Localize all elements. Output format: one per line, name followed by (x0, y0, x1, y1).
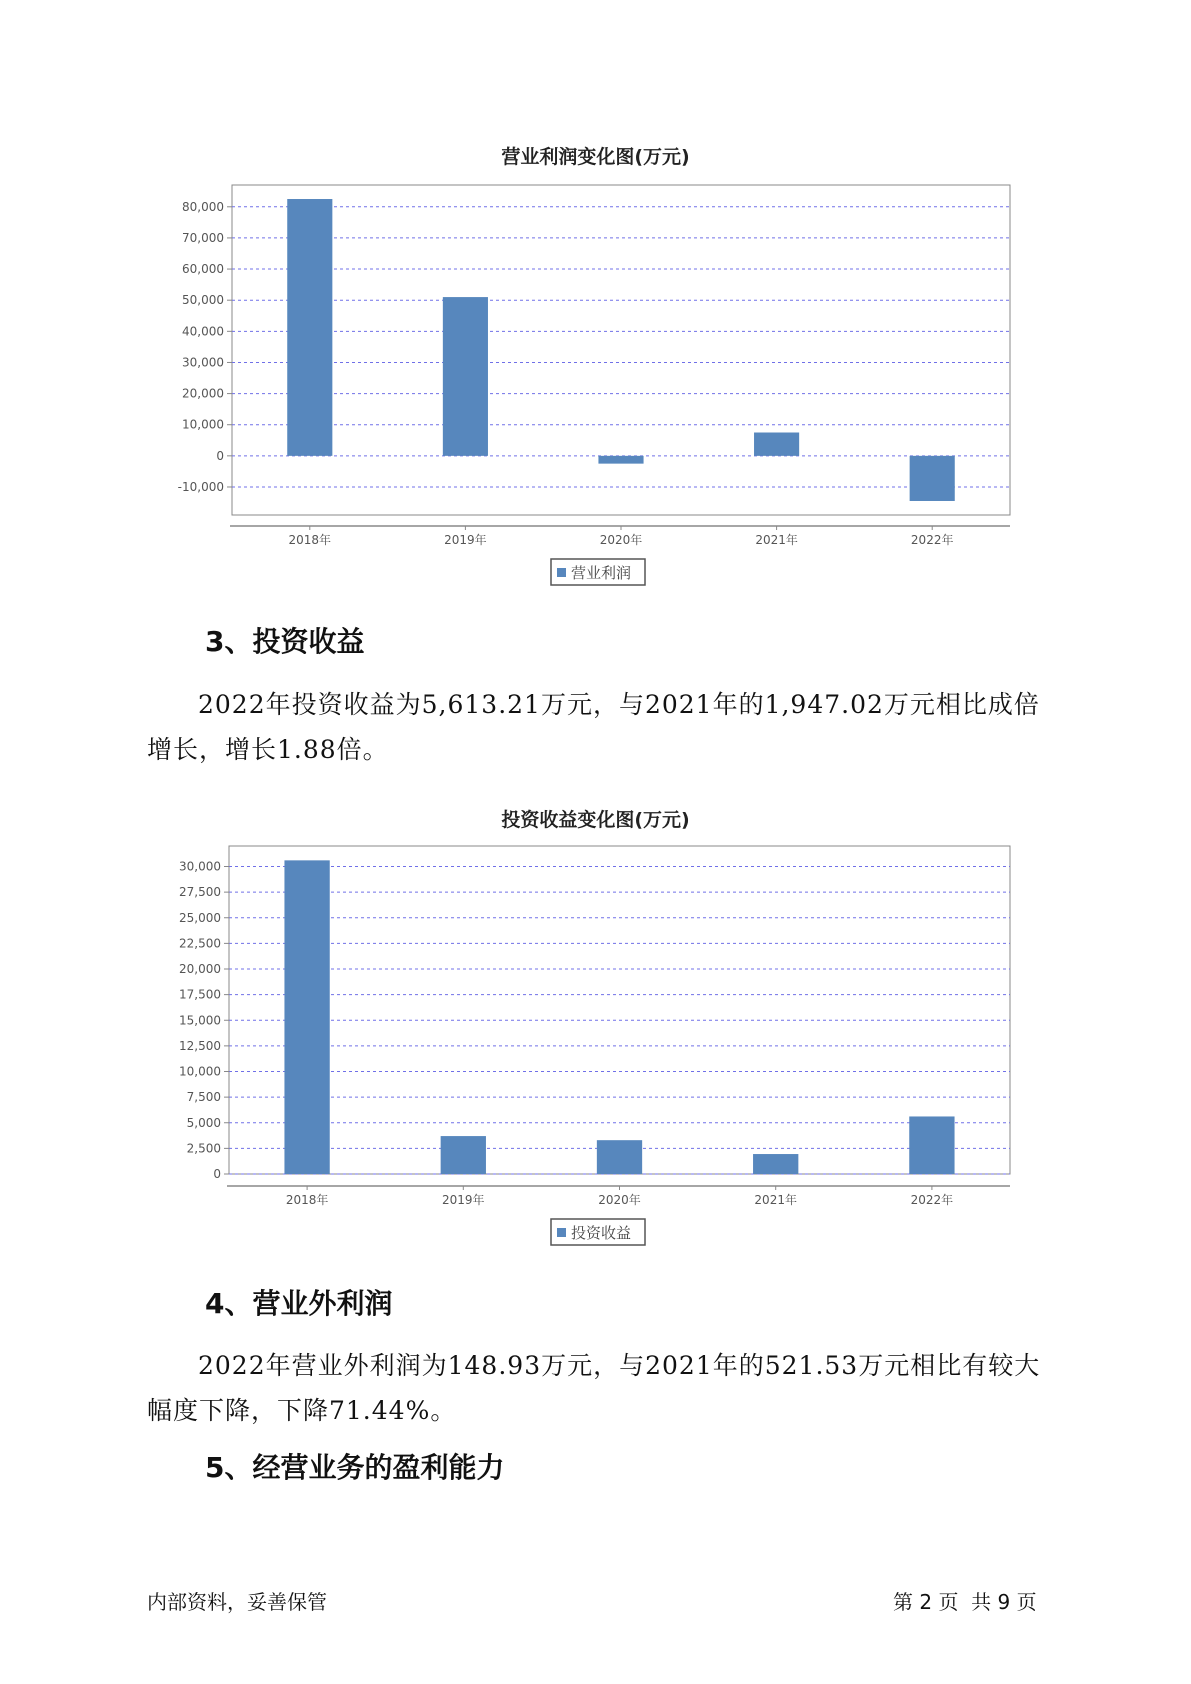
x-tick-label: 2020年 (599, 533, 643, 547)
y-tick-label: 17,500 (179, 987, 221, 1002)
x-tick-label: 2019年 (444, 533, 487, 547)
section-3-line-2: 增长，增长1.88倍。 (147, 735, 389, 764)
x-tick-label: 2022年 (910, 533, 954, 547)
footer-confidential-note: 内部资料，妥善保管 (147, 1590, 327, 1614)
section-4-line-2: 幅度下降，下降71.44%。 (147, 1396, 457, 1425)
y-tick-label: 12,500 (179, 1038, 221, 1053)
y-tick-label: 20,000 (179, 962, 221, 976)
section-3-line-1: 2022年投资收益为5,613.21万元，与2021年的1,947.02万元相比成倍 (198, 690, 1040, 719)
section-3-heading: 3、投资收益 (205, 625, 365, 658)
bar-2018年 (284, 860, 329, 1174)
x-tick-label: 2020年 (598, 1193, 641, 1207)
section-4-line-1: 2022年营业外利润为148.93万元，与2021年的521.53万元相比有较大 (198, 1351, 1041, 1380)
bar-2020年 (597, 1140, 642, 1174)
legend-swatch (557, 1228, 566, 1237)
plot-area (229, 846, 1010, 1174)
bar-2022年 (909, 1116, 954, 1174)
section-4-heading: 4、营业外利润 (205, 1287, 393, 1320)
x-tick-label: 2022年 (910, 1193, 954, 1207)
y-tick-label: 5,000 (186, 1115, 221, 1130)
y-tick-label: 0 (213, 1167, 221, 1181)
legend-label: 投资收益 (571, 1224, 632, 1242)
y-tick-label: -10,000 (177, 479, 224, 494)
y-tick-label: 70,000 (182, 230, 224, 245)
y-tick-label: 2,500 (186, 1141, 221, 1156)
chart2-title: 投资收益变化图(万元) (501, 809, 690, 831)
y-tick-label: 25,000 (179, 910, 221, 925)
y-tick-label: 0 (216, 448, 224, 463)
y-tick-label: 27,500 (179, 885, 221, 900)
y-tick-label: 10,000 (179, 1064, 221, 1079)
bar-2021年 (753, 1154, 798, 1174)
x-tick-label: 2021年 (755, 533, 798, 547)
footer-page-number: 第 2 页 共 9 页 (893, 1590, 1037, 1614)
bar-2019年 (441, 1136, 486, 1174)
legend-label: 营业利润 (571, 564, 632, 582)
section-5-heading: 5、经营业务的盈利能力 (205, 1451, 505, 1484)
y-tick-label: 15,000 (179, 1013, 221, 1028)
y-tick-label: 30,000 (182, 355, 224, 370)
y-tick-label: 22,500 (179, 936, 221, 951)
chart1-title: 营业利润变化图(万元) (501, 146, 690, 168)
x-tick-label: 2019年 (442, 1193, 485, 1207)
y-tick-label: 20,000 (182, 386, 224, 401)
x-tick-label: 2021年 (754, 1193, 797, 1207)
x-tick-label: 2018年 (285, 1193, 329, 1207)
y-tick-label: 40,000 (182, 324, 224, 339)
y-tick-label: 10,000 (182, 417, 224, 432)
y-tick-label: 30,000 (179, 859, 221, 874)
y-tick-label: 7,500 (186, 1090, 221, 1105)
y-tick-label: 50,000 (182, 293, 224, 308)
y-tick-label: 80,000 (182, 199, 224, 214)
x-tick-label: 2018年 (288, 533, 332, 547)
y-tick-label: 60,000 (182, 262, 224, 277)
